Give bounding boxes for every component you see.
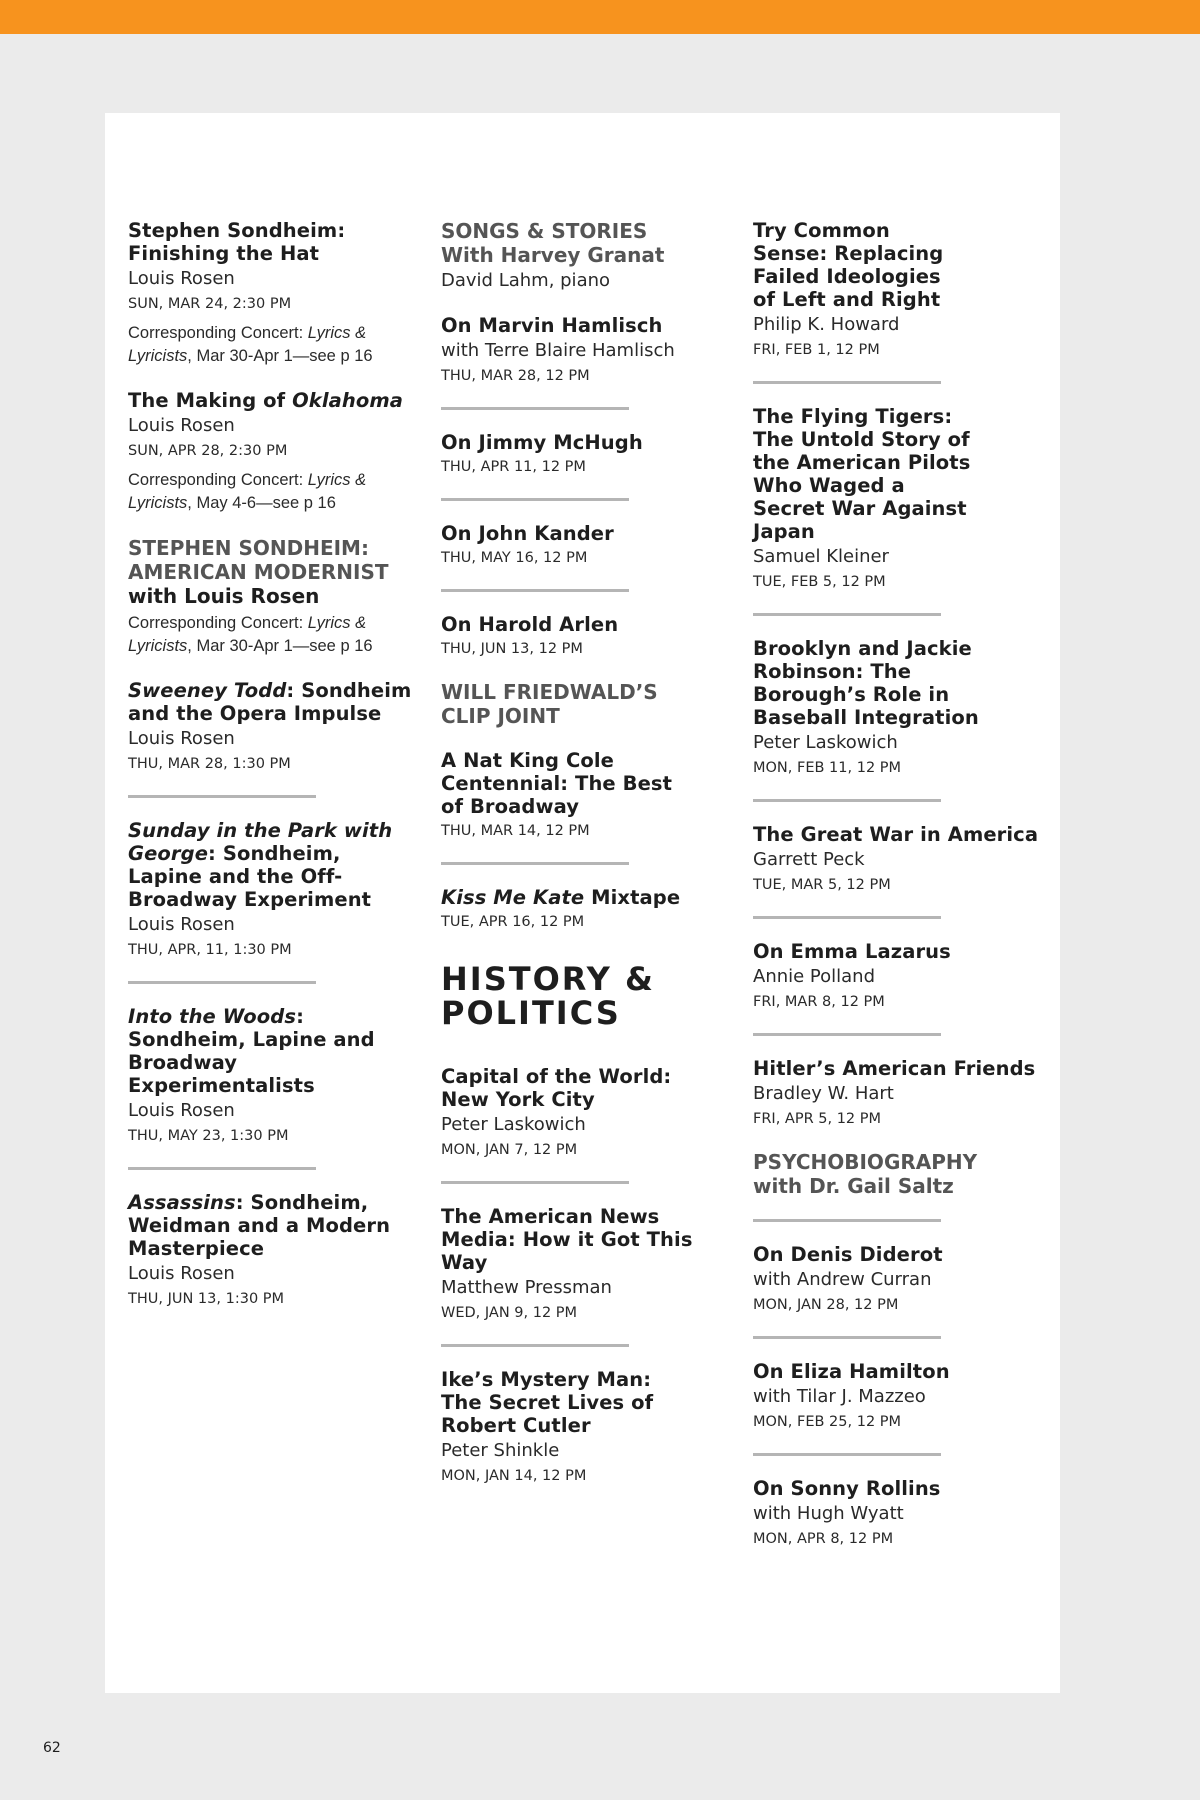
page-number: 62 — [43, 1740, 61, 1756]
program-date: MON, FEB 11, 12 PM — [753, 760, 902, 776]
column-1 — [128, 219, 418, 1330]
program-speaker: with Andrew Curran — [753, 1269, 932, 1290]
program-entry — [128, 981, 418, 1146]
program-entry — [441, 407, 731, 477]
program-speaker: Samuel Kleiner — [753, 546, 889, 567]
program-title: Sweeney Todd: Sondheim and the Opera Impulse — [128, 679, 412, 725]
program-title: Ike’s Mystery Man: The Secret Lives of Robert Cutler — [441, 1368, 654, 1437]
program-entry — [441, 498, 731, 568]
program-entry — [753, 799, 1043, 895]
program-date: MON, JAN 7, 12 PM — [441, 1142, 578, 1158]
program-speaker: Garrett Peck — [753, 849, 865, 870]
program-date: MON, JAN 28, 12 PM — [753, 1297, 899, 1313]
program-title: On Marvin Hamlisch — [441, 314, 663, 337]
program-entry — [128, 679, 418, 774]
program-speaker: with Terre Blaire Hamlisch — [441, 340, 675, 361]
program-title: Try Common Sense: Replacing Failed Ideologies of Left and Right — [753, 219, 944, 311]
series-subtitle: David Lahm, piano — [441, 270, 611, 291]
program-title: The Great War in America — [753, 823, 1039, 846]
program-entry — [441, 314, 731, 386]
program-speaker: Peter Shinkle — [441, 1440, 560, 1461]
program-entry — [753, 1033, 1043, 1129]
concert-note: Corresponding Concert: Lyrics & Lyricists, Mar 30-Apr 1—see p 16 — [128, 324, 373, 365]
program-speaker: Louis Rosen — [128, 914, 235, 935]
program-title: The Flying Tigers: The Untold Story of the American Pilots Who Waged a Secret War Against Japan — [753, 405, 971, 543]
program-date: THU, APR, 11, 1:30 PM — [128, 942, 292, 958]
program-date: TUE, MAR 5, 12 PM — [753, 877, 891, 893]
program-title: On Jimmy McHugh — [441, 431, 643, 454]
program-entry — [753, 613, 1043, 778]
program-speaker: Matthew Pressman — [441, 1277, 612, 1298]
program-title: On Sonny Rollins — [753, 1477, 941, 1500]
concert-note: Corresponding Concert: Lyrics & Lyricists, May 4-6—see p 16 — [128, 471, 367, 512]
program-entry — [128, 795, 418, 960]
series-heading — [441, 219, 731, 293]
program-date: MON, APR 8, 12 PM — [753, 1531, 894, 1547]
program-title: Sunday in the Park with George: Sondheim, Lapine and the Off-Broadway Experiment — [128, 819, 393, 911]
program-date: TUE, FEB 5, 12 PM — [753, 574, 886, 590]
program-date: FRI, MAR 8, 12 PM — [753, 994, 885, 1010]
program-speaker: Bradley W. Hart — [753, 1083, 894, 1104]
program-title: A Nat King Cole Centennial: The Best of Broadway — [441, 749, 673, 818]
program-entry — [753, 219, 1043, 360]
program-speaker: Peter Laskowich — [753, 732, 898, 753]
program-entry — [441, 749, 731, 841]
program-entry — [441, 589, 731, 659]
series-title: SONGS & STORIES With Harvey Granat — [441, 219, 665, 267]
program-entry — [753, 381, 1043, 592]
series-title: PSYCHOBIOGRAPHY with Dr. Gail Saltz — [753, 1150, 978, 1198]
program-speaker: Louis Rosen — [128, 1100, 235, 1121]
program-date: THU, APR 11, 12 PM — [441, 459, 586, 475]
program-title: On Denis Diderot — [753, 1243, 943, 1266]
series-title: STEPHEN SONDHEIM: AMERICAN MODERNIST with Louis Rosen — [128, 536, 389, 608]
top-accent-bar — [0, 0, 1200, 34]
column-3 — [753, 219, 1043, 1570]
program-date: TUE, APR 16, 12 PM — [441, 914, 585, 930]
program-entry — [441, 1181, 731, 1323]
series-heading — [128, 536, 418, 658]
program-title: On John Kander — [441, 522, 614, 545]
program-date: THU, MAR 28, 1:30 PM — [128, 756, 291, 772]
program-date: THU, MAR 28, 12 PM — [441, 368, 590, 384]
program-entry — [128, 389, 418, 515]
program-entry — [753, 1336, 1043, 1432]
program-title: Hitler’s American Friends — [753, 1057, 1036, 1080]
program-title: On Eliza Hamilton — [753, 1360, 950, 1383]
program-date: THU, MAY 16, 12 PM — [441, 550, 588, 566]
program-speaker: Peter Laskowich — [441, 1114, 586, 1135]
program-title: Stephen Sondheim: Finishing the Hat — [128, 219, 346, 265]
program-speaker: Annie Polland — [753, 966, 876, 987]
program-speaker: Louis Rosen — [128, 1263, 235, 1284]
program-speaker: Louis Rosen — [128, 415, 235, 436]
program-date: THU, MAR 14, 12 PM — [441, 823, 590, 839]
program-speaker: with Tilar J. Mazzeo — [753, 1386, 926, 1407]
section-heading: HISTORY & POLITICS — [441, 960, 655, 1032]
program-date: FRI, APR 5, 12 PM — [753, 1111, 882, 1127]
series-heading — [753, 1150, 1043, 1198]
column-2 — [441, 219, 731, 1507]
program-speaker: Louis Rosen — [128, 268, 235, 289]
program-title: Brooklyn and Jackie Robinson: The Borough’s Role in Baseball Integration — [753, 637, 979, 729]
program-title: Kiss Me Kate Mixtape — [441, 886, 681, 909]
program-title: On Harold Arlen — [441, 613, 619, 636]
program-date: MON, JAN 14, 12 PM — [441, 1468, 587, 1484]
program-date: WED, JAN 9, 12 PM — [441, 1305, 578, 1321]
program-entry — [753, 1219, 1043, 1315]
program-entry — [753, 1453, 1043, 1549]
series-title: WILL FRIEDWALD’S CLIP JOINT — [441, 680, 658, 728]
program-entry — [128, 1167, 418, 1309]
program-date: SUN, APR 28, 2:30 PM — [128, 443, 288, 459]
program-title: Capital of the World: New York City — [441, 1065, 672, 1111]
program-date: THU, JUN 13, 1:30 PM — [128, 1291, 285, 1307]
concert-note: Corresponding Concert: Lyrics & Lyricists, Mar 30-Apr 1—see p 16 — [128, 614, 373, 655]
program-title: The American News Media: How it Got This Way — [441, 1205, 693, 1274]
program-speaker: Philip K. Howard — [753, 314, 900, 335]
program-title: On Emma Lazarus — [753, 940, 951, 963]
program-title: Assassins: Sondheim, Weidman and a Modern Masterpiece — [128, 1191, 391, 1260]
program-date: THU, MAY 23, 1:30 PM — [128, 1128, 289, 1144]
program-entry — [441, 862, 731, 932]
program-title: Into the Woods: Sondheim, Lapine and Broadway Experimentalists — [128, 1005, 375, 1097]
program-date: THU, JUN 13, 12 PM — [441, 641, 583, 657]
program-entry — [441, 1344, 731, 1486]
program-entry — [128, 219, 418, 368]
program-date: SUN, MAR 24, 2:30 PM — [128, 296, 292, 312]
program-speaker: Louis Rosen — [128, 728, 235, 749]
page-content — [105, 113, 1060, 1693]
program-title: The Making of Oklahoma — [128, 389, 404, 412]
program-date: FRI, FEB 1, 12 PM — [753, 342, 880, 358]
series-heading — [441, 680, 731, 728]
program-entry — [753, 916, 1043, 1012]
program-speaker: with Hugh Wyatt — [753, 1503, 904, 1524]
program-entry — [441, 1065, 731, 1160]
program-date: MON, FEB 25, 12 PM — [753, 1414, 902, 1430]
